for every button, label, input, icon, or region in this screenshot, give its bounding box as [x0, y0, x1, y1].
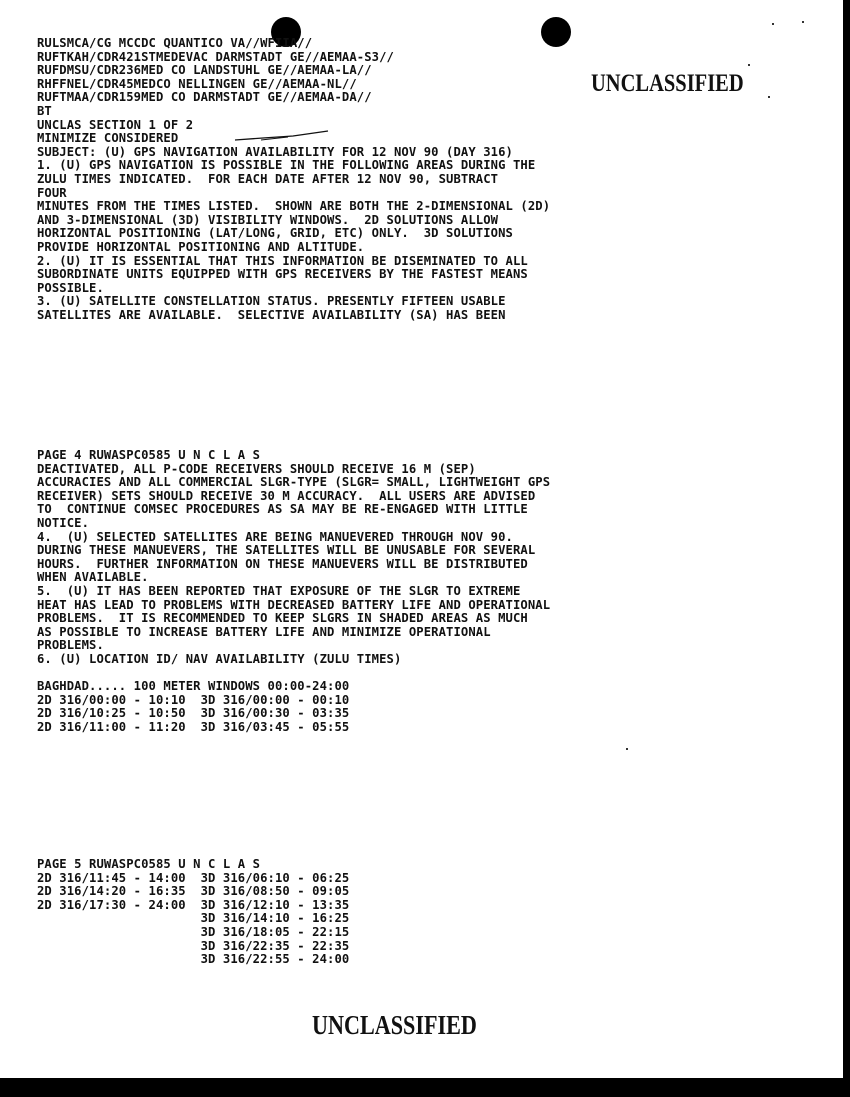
scan-speck — [626, 748, 628, 750]
scan-speck — [768, 96, 770, 98]
scan-speck — [802, 21, 804, 23]
scan-speck — [772, 23, 774, 25]
scan-border-right — [843, 0, 850, 1080]
classification-stamp-top: UNCLASSIFIED — [591, 70, 744, 97]
handwritten-strike-mark — [233, 130, 333, 146]
classification-stamp-bottom: UNCLASSIFIED — [312, 1010, 477, 1040]
scan-border-bottom — [0, 1078, 850, 1097]
message-page-4: PAGE 4 RUWASPC0585 U N C L A S DEACTIVATED, ALL P-CODE RECEIVERS SHOULD RECEIVE 16 M (SEP) ACCURACIES AND ALL COMMERCIAL SLGR-TYPE (SLGR= SMALL, LIGHTWEIGHT GPS RECEIVER) SETS SHOULD RECEIVE 30 M ACCURACY. ALL USERS ARE ADVISED TO CONTINUE COMSEC PROCEDURES AS SA MAY BE RE-ENGAGED WITH LITTLE NOTICE. 4. (U) SELECTED SATELLITES ARE BEING MANUEVERED THROUGH NOV 90. DURING THESE MANUEVERS, THE SATELLITES WILL BE UNUSABLE FOR SEVERAL HOURS. FURTHER INFORMATION ON THESE MANUEVERS WILL BE DISTRIBUTED WHEN AVAILABLE. 5. (U) IT HAS BEEN REPORTED THAT EXPOSURE OF THE SLGR TO EXTREME HEAT HAS LEAD TO PROBLEMS WITH DECREASED BATTERY LIFE AND OPERATIONAL PROBLEMS. IT IS RECOMMENDED TO KEEP SLGRS IN SHADED AREAS AS MUCH AS POSSIBLE TO INCREASE BATTERY LIFE AND MINIMIZE OPERATIONAL PROBLEMS. 6. (U) LOCATION ID/ NAV AVAILABILITY (ZULU TIMES) BAGHDAD..... 100 METER WINDOWS 00:00-24:00 2D 316/00:00 - 10:10 3D 316/00:00 - 00:10 2D 316/10:25 - 10:50 3D 316/00:30 - 03:35 2D 316/11:00 - 11:20 3D 316/03:45 - 05:55 — [37, 448, 551, 734]
message-header-section: RULSMCA/CG MCCDC QUANTICO VA//WFIIA// RUFTKAH/CDR421STMEDEVAC DARMSTADT GE//AEMAA-S3// RUFDMSU/CDR236MED CO LANDSTUHL GE//AEMAA-LA// RHFFNEL/CDR45MEDCO NELLINGEN GE//AEMAA-NL// RUFTMAA/CDR159MED CO DARMSTADT GE//AEMAA-DA// BT UNCLAS SECTION 1 OF 2 MINIMIZE CONSIDERED SUBJECT: (U) GPS NAVIGATION AVAILABILITY FOR 12 NOV 90 (DAY 316) 1. (U) GPS NAVIGATION IS POSSIBLE IN THE FOLLOWING AREAS DURING THE ZULU TIMES INDICATED. FOR EACH DATE AFTER 12 NOV 90, SUBTRACT FOUR MINUTES FROM THE TIMES LISTED. SHOWN ARE BOTH THE 2-DIMENSIONAL (2D) AND 3-DIMENSIONAL (3D) VISIBILITY WINDOWS. 2D SOLUTIONS ALLOW HORIZONTAL POSITIONING (LAT/LONG, GRID, ETC) ONLY. 3D SOLUTIONS PROVIDE HORIZONTAL POSITIONING AND ALTITUDE. 2. (U) IT IS ESSENTIAL THAT THIS INFORMATION BE DISEMINATED TO ALL SUBORDINATE UNITS EQUIPPED WITH GPS RECEIVERS BY THE FASTEST MEANS POSSIBLE. 3. (U) SATELLITE CONSTELLATION STATUS. PRESENTLY FIFTEEN USABLE SATELLITES ARE AVAILABLE. SELECTIVE AVAILABILITY (SA) HAS BEEN — [37, 36, 551, 322]
message-page-5: PAGE 5 RUWASPC0585 U N C L A S 2D 316/11:45 - 14:00 3D 316/06:10 - 06:25 2D 316/14:20 - 16:35 3D 316/08:50 - 09:05 2D 316/17:30 - 24:00 3D 316/12:10 - 13:35 3D 316/14:10 - 16:25 3D 316/18:05 - 22:15 3D 316/22:35 - 22:35 3D 316/22:55 - 24:00 — [37, 857, 350, 967]
scan-speck — [748, 64, 750, 66]
